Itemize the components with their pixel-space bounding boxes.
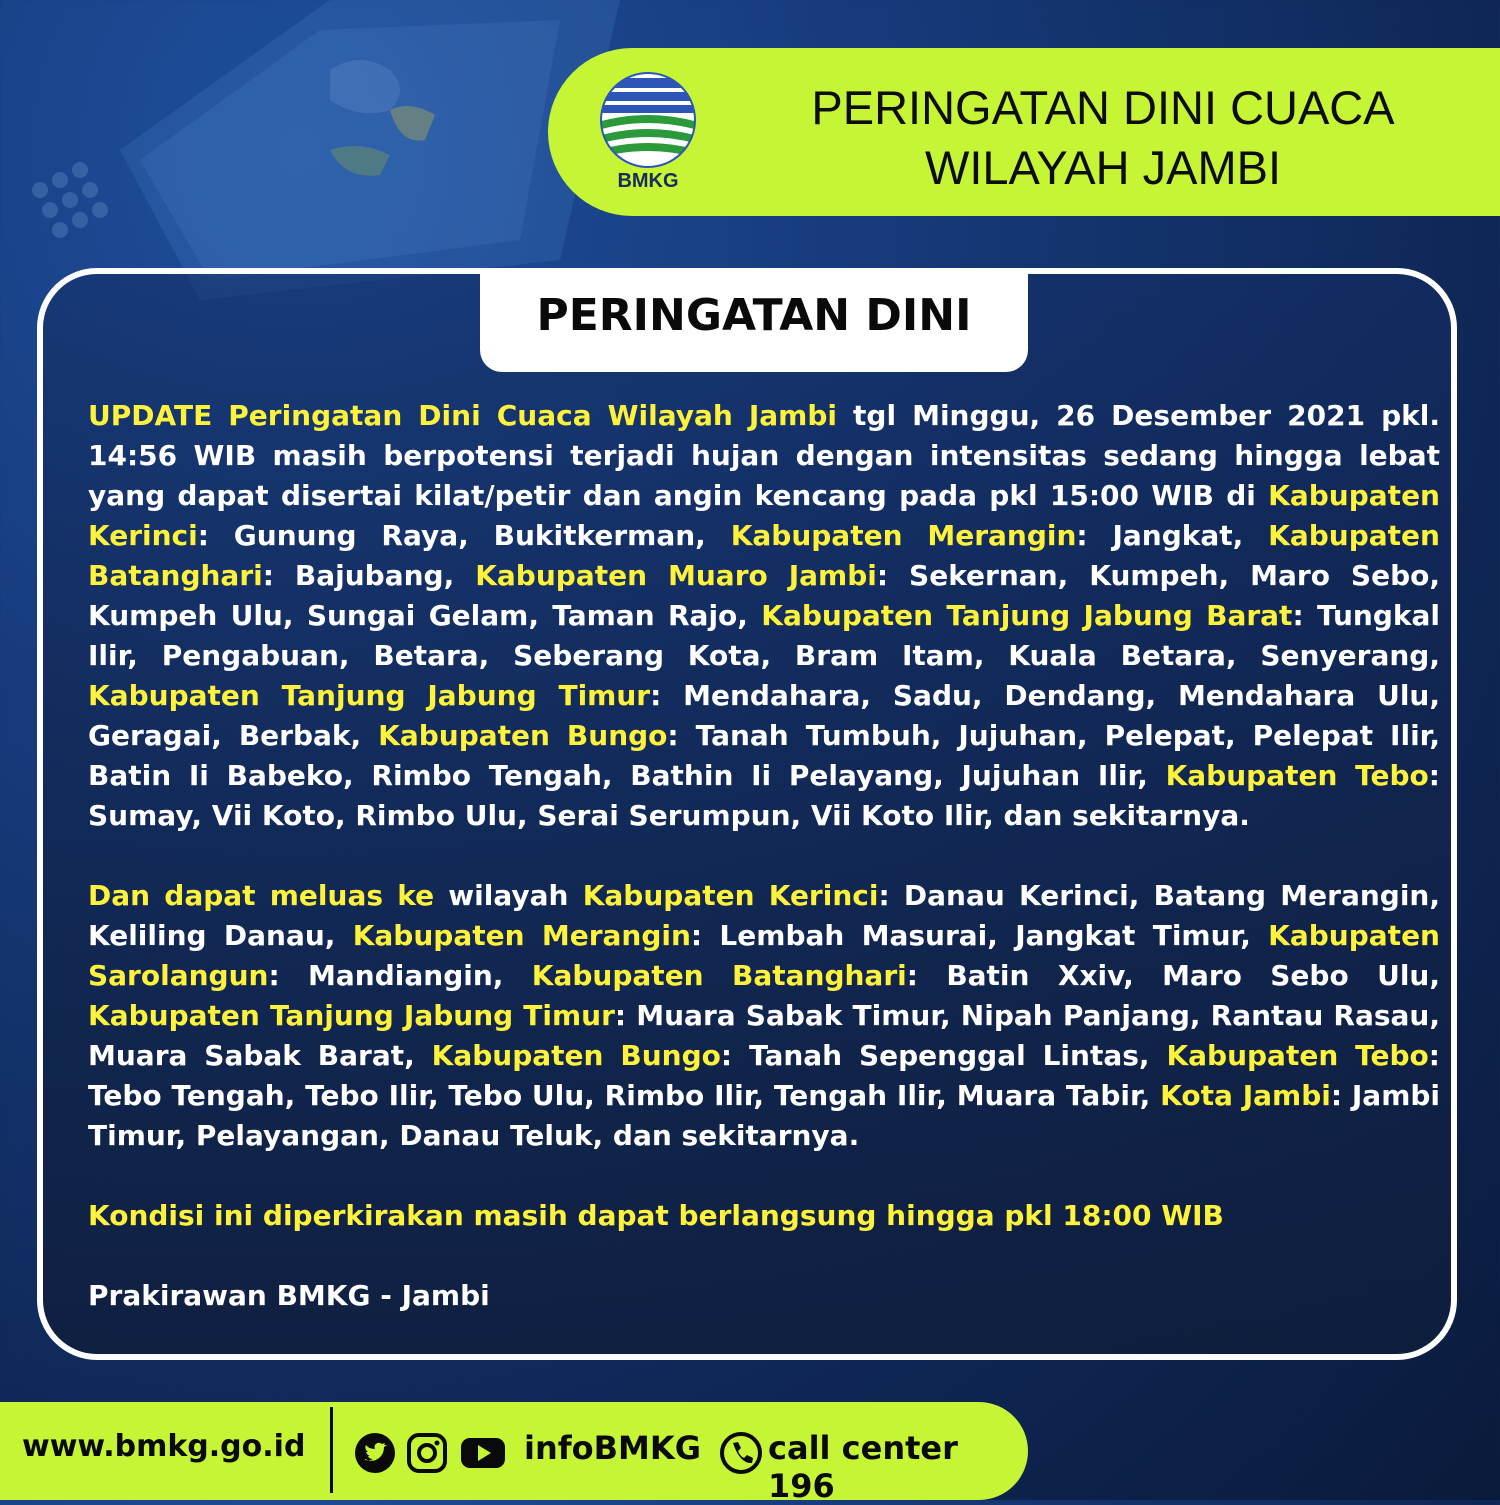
instagram-icon[interactable] [406,1432,448,1474]
footer-divider [330,1407,333,1493]
bmkg-logo-icon [598,70,698,170]
highlight-text: Kabupaten Tebo [1166,1039,1429,1072]
highlight-text: Kabupaten Muaro Jambi [475,559,877,592]
highlight-text: Dan dapat meluas ke [88,879,435,912]
highlight-text: Kabupaten Merangin [352,919,691,952]
highlight-text: Kabupaten Tanjung Jabung Barat [761,599,1293,632]
body-text: : Batin Xxiv, Maro Sebo Ulu, [906,959,1440,992]
highlight-text: Kabupaten Batanghari [88,519,1440,592]
body-text: : Jangkat, [1076,519,1269,552]
highlight-text: Kabupaten Tanjung Jabung Timur [88,999,615,1032]
bmkg-logo [598,70,698,200]
youtube-icon[interactable] [460,1432,506,1474]
body-text: : Danau Kerinci, Batang Merangin, Keliling Danau, [88,879,1440,952]
highlight-text: Kabupaten Sarolangun [88,919,1440,992]
body-text: : Bajubang, [262,559,476,592]
call-center-text[interactable]: call center 196 [768,1429,958,1505]
panel-tab [480,268,1028,372]
signature-text: Prakirawan BMKG - Jambi [88,1279,490,1312]
body-text: wilayah [434,879,583,912]
body-text: : Mendahara, Sadu, Dendang, Mendahara Ulu, Geragai, Berbak, [88,679,1441,752]
body-text: : Mandiangin, [268,959,532,992]
warning-paragraph-1 [88,396,1440,836]
condition-text: Kondisi ini diperkirakan masih dapat berlangsung hingga pkl 18:00 WIB [88,1199,1224,1232]
warning-paragraph-2 [88,876,1440,1156]
highlight-text: Kabupaten Kerinci [88,479,1440,552]
body-text: : Tanah Sepenggal Lintas, [720,1039,1167,1072]
body-text: : Jambi Timur, Pelayangan, Danau Teluk, dan sekitarnya. [88,1079,1441,1152]
highlight-text: Kabupaten Tebo [1165,759,1429,792]
header-banner [548,48,1500,216]
highlight-text: Kabupaten Bungo [378,719,668,752]
title-line-1: PERINGATAN DINI CUACA [811,81,1395,134]
highlight-text: Kota Jambi [1160,1079,1331,1112]
body-text: : Gunung Raya, Bukitkerman, [197,519,731,552]
body-text: : Tungkal Ilir, Pengabuan, Betara, Seberang Kota, Bram Itam, Kuala Betara, Senyerang, [88,599,1440,672]
body-text: tgl Minggu, 26 Desember 2021 pkl. 14:56 WIB masih berpotensi terjadi hujan dengan intensitas sedang hingga lebat yang dapat disertai kilat/petir dan angin kencang pada pkl 15:00 WIB di [88,399,1440,512]
social-handle[interactable]: infoBMKG [524,1429,701,1467]
twitter-icon[interactable] [354,1432,396,1474]
panel-title: PERINGATAN DINI [536,290,972,341]
body-text: : Tanah Tumbuh, Jujuhan, Pelepat, Pelepat Ilir, Batin Ii Babeko, Rimbo Tengah, Bathin Ii Pelayang, Jujuhan Ilir, [88,719,1440,792]
website-link[interactable]: www.bmkg.go.id [22,1429,306,1464]
highlight-text: UPDATE Peringatan Dini Cuaca Wilayah Jambi [88,399,837,432]
body-text: : Muara Sabak Timur, Nipah Panjang, Rantau Rasau, Muara Sabak Barat, [88,999,1440,1072]
footer-bar [0,1402,1028,1505]
highlight-text: Kabupaten Kerinci [582,879,879,912]
highlight-text: Kabupaten Merangin [730,519,1077,552]
highlight-text: Kabupaten Tanjung Jabung Timur [88,679,651,712]
warning-content [88,396,1440,1356]
page-title [798,78,1408,198]
highlight-text: Kabupaten Batanghari [531,959,907,992]
title-line-2: WILAYAH JAMBI [924,141,1282,194]
body-text: : Sumay, Vii Koto, Rimbo Ulu, Serai Serumpun, Vii Koto Ilir, dan sekitarnya. [88,759,1440,832]
body-text: : Sekernan, Kumpeh, Maro Sebo, Kumpeh Ulu, Sungai Gelam, Taman Rajo, [88,559,1440,632]
body-text: : Lembah Masurai, Jangkat Timur, [690,919,1269,952]
phone-icon [720,1432,762,1474]
highlight-text: Kabupaten Bungo [431,1039,721,1072]
logo-text: BMKG [617,170,679,192]
body-text: : Tebo Tengah, Tebo Ilir, Tebo Ulu, Rimbo Ilir, Tengah Ilir, Muara Tabir, [88,1039,1440,1112]
